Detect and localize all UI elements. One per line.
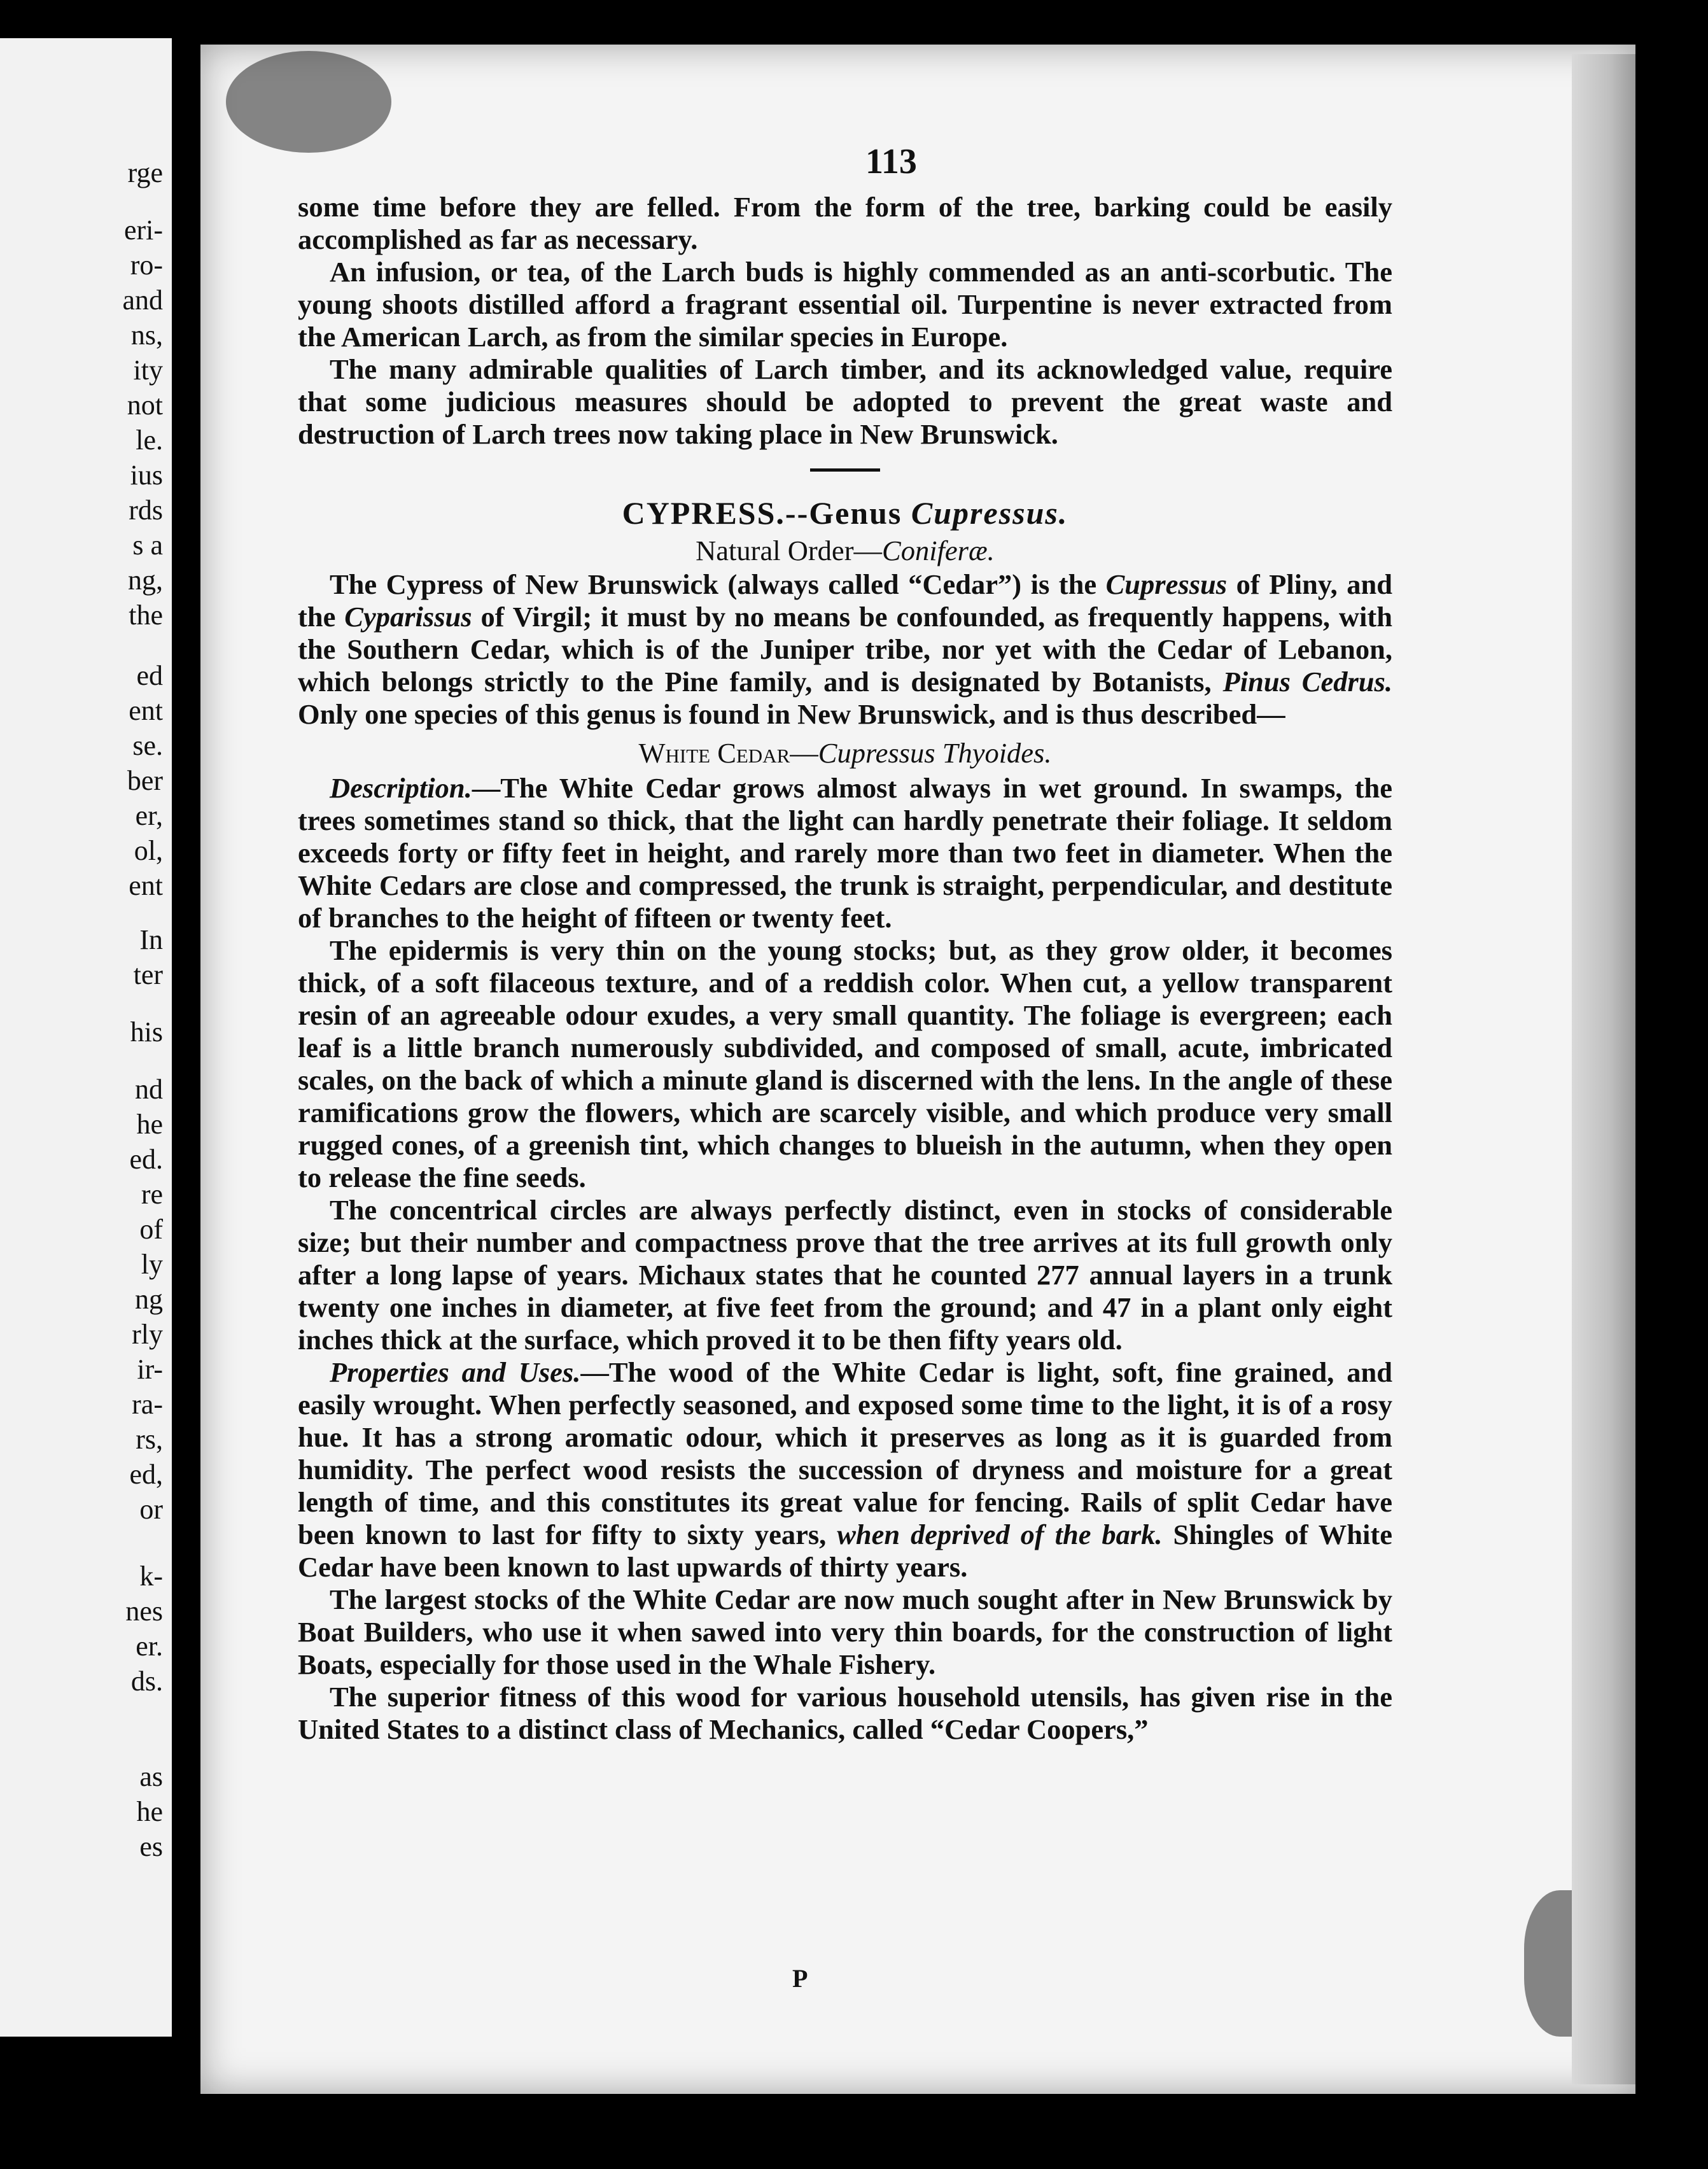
italic-term: Cupressus bbox=[1105, 568, 1228, 600]
facing-page-text: ol, bbox=[134, 835, 163, 866]
facing-page-text: rge bbox=[127, 157, 163, 188]
facing-page-text: le. bbox=[136, 425, 163, 456]
facing-page-text: ed, bbox=[129, 1459, 163, 1490]
text-run: of Virgil; it must by no means be confounded, as frequently happens, with the Southern Cedar, which is of the Juniper tribe, nor yet with the Cedar of Lebanon, which belongs strictly to the Pine family, and is designated by Botanists, bbox=[298, 601, 1392, 698]
facing-page-text: he bbox=[136, 1109, 163, 1140]
facing-page-text: ng, bbox=[128, 565, 163, 596]
body-text bbox=[298, 191, 1392, 1746]
paragraph: An infusion, or tea, of the Larch buds is highly commended as an anti-scorbutic. The young shoots distilled afford a fragrant essential oil. Turpentine is never extracted from the American Larch, as from the similar species in Europe. bbox=[298, 256, 1392, 353]
paragraph: The largest stocks of the White Cedar are now much sought after in New Brunswick by Boat Builders, who use it when sawed into very thin boards, for the construction of light Boats, especially for those used in the Whale Fishery. bbox=[298, 1583, 1392, 1680]
facing-page-text: the bbox=[129, 600, 163, 631]
paragraph: The epidermis is very thin on the young stocks; but, as they grow older, it becomes thick, of a soft filaceous texture, and of a reddish color. When cut, a yellow transparent resin of an agreeable odour exudes, a very small quantity. The foliage is evergreen; each leaf is a little branch numerously subdivided, and composed of small, acute, imbricated scales, on the back of which a minute gland is discerned with the lens. In the angle of these ramifications grow the flowers, which are scarcely visible, and which produce very small rugged cones, of a greenish tint, which changes to blueish in the autumn, when they open to release the fine seeds. bbox=[298, 934, 1392, 1193]
facing-page-text: er, bbox=[135, 800, 163, 831]
paragraph: The concentrical circles are always perfectly distinct, even in stocks of considerable size; but their number and compactness prove that the tree arrives at its full growth only after a long lapse of years. Michaux states that he counted 277 annual layers in a trunk twenty one inches in diameter, at five feet from the ground; and 47 in a plant only eight inches thick at the surface, which proved it to be then fifty years old. bbox=[298, 1194, 1392, 1356]
page-number: 113 bbox=[865, 142, 917, 181]
facing-page-text: ity bbox=[133, 354, 163, 386]
facing-page-text: ra- bbox=[132, 1389, 163, 1420]
section-heading bbox=[298, 497, 1392, 530]
facing-page-text: rly bbox=[132, 1319, 163, 1350]
facing-page-text: ro- bbox=[130, 249, 163, 281]
facing-page-text: his bbox=[130, 1016, 163, 1048]
facing-page-text: rds bbox=[129, 495, 163, 526]
facing-page-text: re bbox=[141, 1179, 163, 1210]
page-stain bbox=[226, 51, 391, 153]
facing-page-text: not bbox=[127, 390, 163, 421]
species-label: White Cedar— bbox=[638, 737, 818, 769]
text-run: Only one species of this genus is found in New Brunswick, and is thus described— bbox=[298, 698, 1285, 730]
facing-page-text: ent bbox=[129, 695, 163, 726]
facing-page-text: and bbox=[122, 284, 163, 316]
facing-page-text: of bbox=[139, 1214, 163, 1245]
heading-text: CYPRESS.--Genus bbox=[622, 495, 911, 531]
facing-page-text: eri- bbox=[123, 214, 163, 246]
facing-page-text: ber bbox=[127, 765, 163, 796]
facing-page-text: ds. bbox=[130, 1666, 163, 1697]
facing-page-text: rs, bbox=[136, 1424, 163, 1455]
italic-term: when deprived of the bark. bbox=[837, 1519, 1163, 1550]
facing-page-text: as bbox=[139, 1761, 163, 1792]
natural-order-label: Natural Order— bbox=[696, 535, 883, 566]
facing-page-text: ter bbox=[133, 959, 163, 990]
species-heading bbox=[298, 737, 1392, 769]
paragraph: The many admirable qualities of Larch timber, and its acknowledged value, require that some judicious measures should be adopted to prevent the great waste and destruction of Larch trees now taking place in New Brunswick. bbox=[298, 353, 1392, 450]
facing-page-text: ns, bbox=[130, 319, 163, 351]
text-run: —The White Cedar grows almost always in wet ground. In swamps, the trees sometimes stand so thick, that the light can hardly penetrate their foliage. It seldom exceeds forty or fifty feet in height, and rarely more than two feet in diameter. When the White Cedars are close and compressed, the trunk is straight, perpendicular, and destitute of branches to the height of fifteen or twenty feet. bbox=[298, 772, 1392, 934]
section-divider bbox=[810, 468, 880, 472]
facing-page-text: he bbox=[136, 1796, 163, 1827]
facing-page-text: ir- bbox=[137, 1354, 163, 1385]
facing-page-text: ng bbox=[135, 1284, 163, 1315]
facing-page-text: nes bbox=[125, 1596, 163, 1627]
italic-term: Cyparissus bbox=[344, 601, 472, 633]
species-latin: Cupressus Thyoides. bbox=[818, 737, 1052, 769]
signature-mark: P bbox=[792, 1964, 808, 1993]
italic-term: Pinus Cedrus. bbox=[1222, 666, 1392, 698]
facing-page-text: In bbox=[139, 924, 163, 955]
facing-page-text: es bbox=[139, 1831, 163, 1862]
facing-page-text: er. bbox=[136, 1631, 163, 1662]
facing-page-text: ed. bbox=[129, 1144, 163, 1175]
facing-page-fragment bbox=[0, 38, 172, 2037]
facing-page-text: ly bbox=[141, 1249, 163, 1280]
text-run: Shingles of White Cedar have been known to last upwards of thirty years. bbox=[298, 1519, 1392, 1583]
paragraph: some time before they are felled. From the form of the tree, barking could be easily accomplished as far as necessary. bbox=[298, 191, 1392, 255]
facing-page-text: ius bbox=[130, 460, 163, 491]
facing-page-text: ed bbox=[136, 660, 163, 691]
paragraph bbox=[298, 568, 1392, 731]
facing-page-text: or bbox=[139, 1494, 163, 1525]
text-run: —The wood of the White Cedar is light, soft, fine grained, and easily wrought. When perfectly seasoned, and exposed some time to the light, it is of a rosy hue. It has a strong aromatic odour, which it preserves as long as it is guarded from humidity. The perfect wood resists the succession of dryness and moisture for a great length of time, and this constitutes its great value for fencing. Rails of split Cedar have been known to last for fifty to sixty years, bbox=[298, 1356, 1392, 1550]
properties-label: Properties and Uses. bbox=[330, 1356, 581, 1388]
text-run: The Cypress of New Brunswick (always called “Cedar”) is the bbox=[330, 568, 1106, 600]
description-label: Description. bbox=[330, 772, 472, 804]
paragraph bbox=[298, 1356, 1392, 1583]
facing-page-text: nd bbox=[135, 1074, 163, 1105]
page-edge bbox=[1572, 54, 1635, 2084]
paragraph: The superior fitness of this wood for various household utensils, has given rise in the United States to a distinct class of Mechanics, called “Cedar Coopers,” bbox=[298, 1681, 1392, 1745]
facing-page-text: s a bbox=[132, 530, 163, 561]
facing-page-text: se. bbox=[132, 730, 163, 761]
paragraph bbox=[298, 772, 1392, 934]
natural-order-value: Coniferæ. bbox=[882, 535, 995, 566]
text-run: of Pliny, and the bbox=[298, 568, 1392, 633]
heading-genus: Cupressus. bbox=[911, 495, 1068, 531]
facing-page-text: k- bbox=[139, 1561, 163, 1592]
facing-page-text: ent bbox=[129, 870, 163, 901]
natural-order bbox=[298, 535, 1392, 567]
